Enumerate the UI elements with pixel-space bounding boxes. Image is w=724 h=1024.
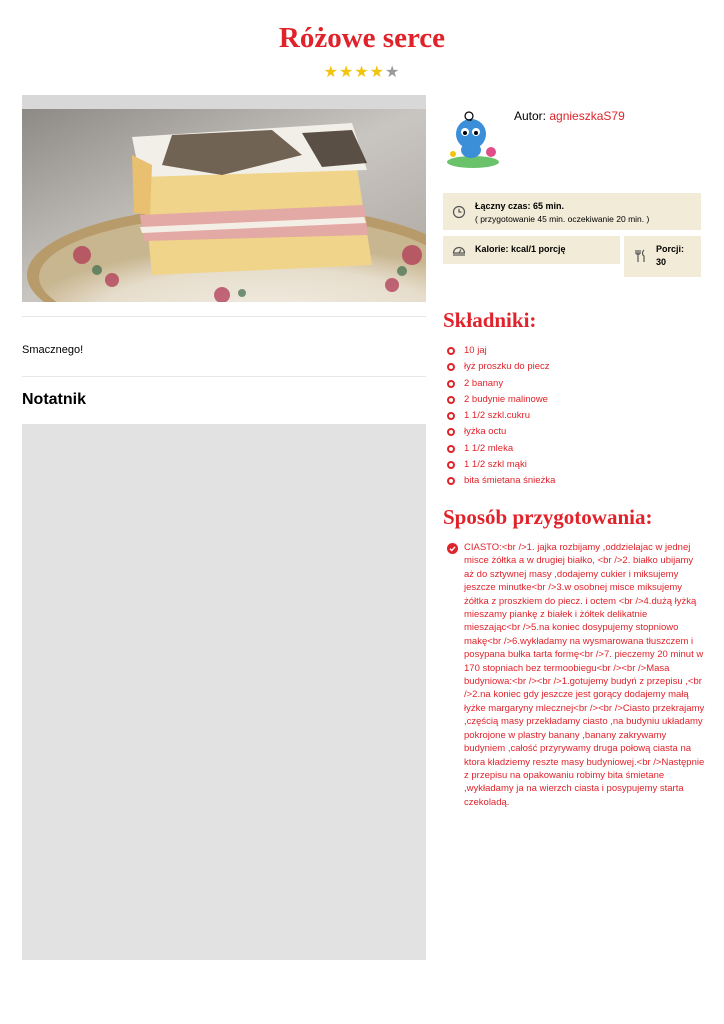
notes-area[interactable] <box>22 424 426 960</box>
ingredient-item <box>447 475 555 491</box>
ingredient-item <box>447 361 555 377</box>
recipe-photo[interactable] <box>22 95 426 302</box>
author-line <box>514 109 625 123</box>
author-label: Autor: <box>514 109 547 123</box>
ingredient-item <box>447 459 555 475</box>
calories-card <box>443 236 620 264</box>
cake-image <box>22 95 426 302</box>
ring-bullet-icon <box>447 461 455 469</box>
ingredient-text: łyżka octu <box>464 426 507 438</box>
portions-card <box>624 236 701 277</box>
ingredient-item <box>447 410 555 426</box>
author-name-link[interactable]: agnieszkaS79 <box>549 109 625 123</box>
star-icon[interactable]: ★ <box>369 64 386 81</box>
star-icon[interactable]: ★ <box>323 64 339 81</box>
divider <box>22 376 426 377</box>
portions-label: Porcji: <box>656 244 685 254</box>
author-avatar[interactable] <box>443 108 503 170</box>
ingredient-text: 10 jaj <box>464 345 487 356</box>
ingredient-item <box>447 378 555 394</box>
scale-icon <box>452 243 466 257</box>
ingredient-text: bita śmietana śnieżka <box>464 475 556 487</box>
star-icon[interactable]: ★ <box>354 64 370 81</box>
rating-stars[interactable] <box>0 62 724 82</box>
ring-bullet-icon <box>447 396 455 404</box>
ingredient-item <box>447 345 555 361</box>
calories: Kalorie: kcal/1 porcję <box>475 244 566 254</box>
total-time: Łączny czas: 65 min. <box>475 201 565 211</box>
cutlery-icon <box>633 249 647 263</box>
ingredient-text: 1 1/2 mleka <box>464 442 514 454</box>
ingredient-text: 1 1/2 szkl mąki <box>464 459 527 471</box>
time-breakdown: ( przygotowanie 45 min. oczekiwanie 20 min. ) <box>475 214 650 224</box>
ingredients-heading: Składniki: <box>443 308 537 332</box>
recipe-title: Różowe serce <box>278 22 446 54</box>
ring-bullet-icon <box>447 363 455 371</box>
ingredient-text: 2 banany <box>464 377 504 389</box>
ring-bullet-icon <box>447 445 455 453</box>
clock-icon <box>452 205 466 219</box>
ring-bullet-icon <box>447 428 455 436</box>
closing-text: Smacznego! <box>22 344 84 356</box>
ring-bullet-icon <box>447 477 455 485</box>
total-time-card <box>443 193 701 230</box>
notes-heading: Notatnik <box>22 391 86 408</box>
ingredient-item <box>447 443 555 459</box>
ingredient-item <box>447 394 555 410</box>
divider <box>22 316 426 317</box>
star-icon[interactable]: ★ <box>385 64 401 81</box>
star-icon[interactable]: ★ <box>338 64 355 81</box>
preparation-step-text: CIASTO:<br />1. jajka rozbijamy ,oddzielajac w jednej misce żółtka a w drugiej białko, <br />2. białko ubijamy aż do sztywnej masy ,dodajemy cukier i miksujemy jeszcze minutke<br />3.w osobnej misce miksujemy żółtka z proszkiem do piecz. i octem <br />4.dużą łyżką mieszamy piankę z białek i żółtek delikatnie mieszając<br />5.na koniec dosypujemy stopniowo makę<br />6.wykładamy na wysmarowana tłuszczem i posypana bułka tarta formę<br />7. pieczemy 20 minut w 170 stopniach bez termoobiegu<br /><br />Masa budyniowa:<br /><br />1.gotujemy budyń z przepisu ,<br />2.na koniec gdy jeszcze jest gorący dodajemy małą łyżke margaryny mlecznej<br /><br />Ciasto przekrajamy ,częścią masy przekładamy ciasto ,na budyniu układamy pokrojone w plastry banany ,banany zakrywamy budyniem ,całość przyrywamy druga połową ciasta na ktora kładziemy reszte masy budyniowej.<br />Następnie z przepisu na opakowaniu robimy bita śmietane ,wykładamy ja na wierzch ciasta i posypujemy starta czekoladą. <box>464 542 705 808</box>
ring-bullet-icon <box>447 347 455 355</box>
ingredient-text: łyż proszku do piecz <box>464 361 550 373</box>
ingredients-list <box>447 345 555 492</box>
ring-bullet-icon <box>447 380 455 388</box>
ingredient-item <box>447 426 555 442</box>
ingredient-text: 1 1/2 szkl.cukru <box>464 410 530 422</box>
check-circle-icon <box>447 543 458 554</box>
ring-bullet-icon <box>447 412 455 420</box>
preparation-heading: Sposób przygotowania: <box>443 505 653 529</box>
portions-value: 30 <box>656 257 667 267</box>
ingredient-text: 2 budynie malinowe <box>464 393 548 405</box>
